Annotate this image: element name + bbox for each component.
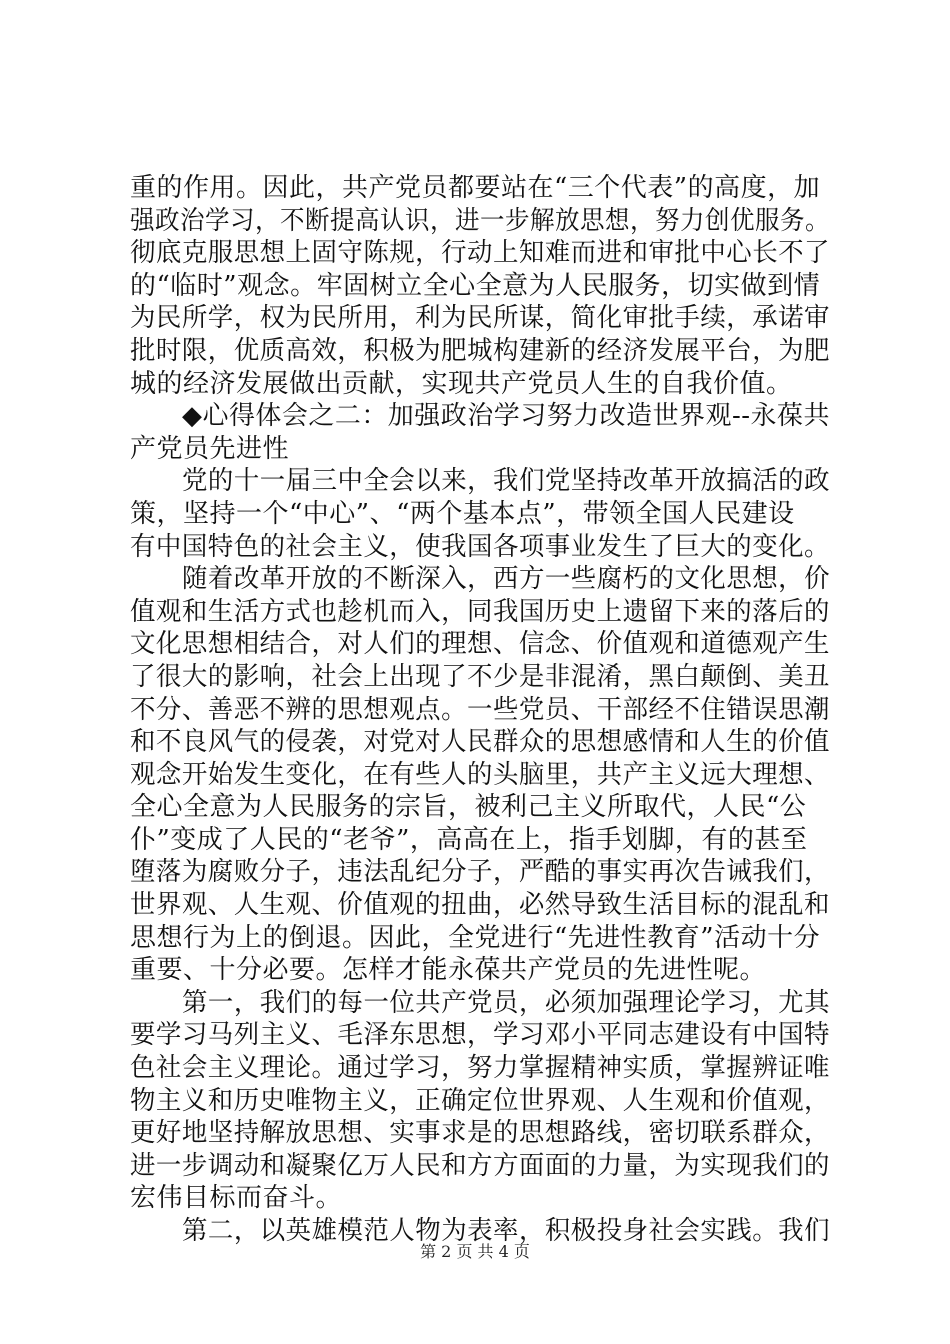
text-line: 堕落为腐败分子，违法乱纪分子，严酷的事实再次告诫我们， xyxy=(130,857,830,888)
text-line: 要学习马列主义、毛泽东思想，学习邓小平同志建设有中国特 xyxy=(130,1020,830,1051)
text-line: 物主义和历史唯物主义，正确定位世界观、人生观和价值观， xyxy=(130,1085,830,1116)
text-line: 第一，我们的每一位共产党员，必须加强理论学习，尤其 xyxy=(182,987,831,1018)
text-line: 的“临时”观念。牢固树立全心全意为人民服务，切实做到情 xyxy=(130,270,821,301)
text-line: 了很大的影响，社会上出现了不少是非混淆，黑白颠倒、美丑 xyxy=(130,661,830,692)
text-line: 为民所学，权为民所用，利为民所谋，简化审批手续，承诺审 xyxy=(130,303,830,334)
text-line: 宏伟目标而奋斗。 xyxy=(130,1183,343,1214)
text-line: ◆心得体会之二：加强政治学习努力改造世界观--永葆共 xyxy=(182,401,830,432)
text-line: 彻底克服思想上固守陈规，行动上知难而进和审批中心长不了 xyxy=(130,238,830,269)
text-line: 更好地坚持解放思想、实事求是的思想路线，密切联系群众， xyxy=(130,1118,830,1149)
text-line: 仆”变成了人民的“老爷”，高高在上，指手划脚，有的甚至 xyxy=(130,824,808,855)
text-line: 第二，以英雄模范人物为表率，积极投身社会实践。我们 xyxy=(182,1216,831,1246)
text-line: 全心全意为人民服务的宗旨，被利己主义所取代，人民“公 xyxy=(130,792,807,823)
text-line: 重的作用。因此，共产党员都要站在“三个代表”的高度，加 xyxy=(130,173,821,203)
text-line: 不分、善恶不辨的思想观点。一些党员、干部经不住错误思潮 xyxy=(130,694,830,725)
text-line: 城的经济发展做出贡献，实现共产党员人生的自我价值。 xyxy=(130,368,793,399)
text-line: 思想行为上的倒退。因此，全党进行“先进性教育”活动十分 xyxy=(130,922,821,953)
text-line: 值观和生活方式也趁机而入，同我国历史上遗留下来的落后的 xyxy=(130,596,830,627)
text-line: 有中国特色的社会主义，使我国各项事业发生了巨大的变化。 xyxy=(130,531,830,562)
text-line: 色社会主义理论。通过学习，努力掌握精神实质，掌握辨证唯 xyxy=(130,1053,830,1084)
text-line: 文化思想相结合，对人们的理想、信念、价值观和道德观产生 xyxy=(130,629,830,660)
text-line: 强政治学习，不断提高认识，进一步解放思想，努力创优服务。 xyxy=(130,205,831,236)
text-line: 党的十一届三中全会以来，我们党坚持改革开放搞活的政 xyxy=(182,466,831,497)
text-line: 观念开始发生变化，在有些人的头脑里，共产主义远大理想、 xyxy=(130,759,830,790)
text-line: 世界观、人生观、价值观的扭曲，必然导致生活目标的混乱和 xyxy=(130,890,830,921)
text-line: 产党员先进性 xyxy=(130,433,290,464)
document-body xyxy=(130,172,830,1248)
text-line: 策，坚持一个“中心”、“两个基本点”，带领全国人民建设 xyxy=(130,498,795,529)
text-line: 批时限，优质高效，积极为肥城构建新的经济发展平台，为肥 xyxy=(130,335,830,366)
text-line: 进一步调动和凝聚亿万人民和方方面面的力量，为实现我们的 xyxy=(130,1150,830,1181)
text-line: 随着改革开放的不断深入，西方一些腐朽的文化思想，价 xyxy=(182,564,831,595)
text-line: 和不良风气的侵袭，对党对人民群众的思想感情和人生的价值 xyxy=(130,727,830,758)
text-line: 重要、十分必要。怎样才能永葆共产党员的先进性呢。 xyxy=(130,955,767,986)
page-footer: 第 2 页 共 4 页 xyxy=(420,1242,530,1261)
